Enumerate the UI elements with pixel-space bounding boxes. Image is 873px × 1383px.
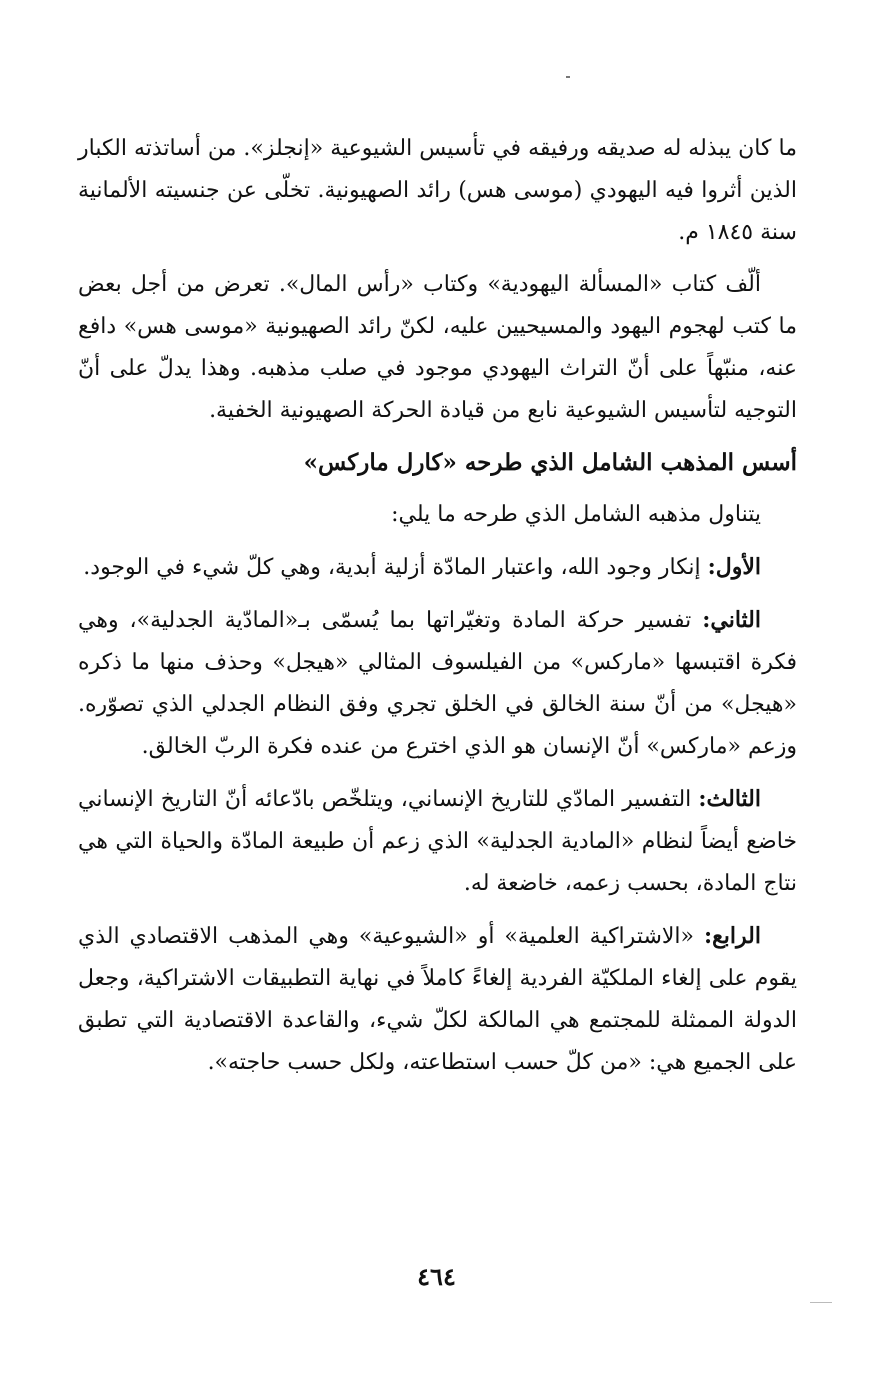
point-third [78, 778, 797, 905]
paragraph-1-text: ما كان يبذله له صديقه ورفيقه في تأسيس الشيوعية «إنجلز». من أساتذته الكبار الذين أثروا فيه اليهودي (موسى هس) رائد الصهيونية. تخلّى عن جنسيته الألمانية سنة ١٨٤٥ م. [78, 136, 797, 245]
scan-speck [566, 76, 570, 78]
intro-text: يتناول مذهبه الشامل الذي طرحه ما يلي: [391, 502, 761, 527]
point-first-text: إنكار وجود الله، واعتبار المادّة أزلية أبدية، وهي كلّ شيء في الوجود. [83, 555, 701, 580]
point-third-lead: الثالث: [698, 786, 761, 812]
point-fourth-lead: الرابع: [703, 923, 761, 949]
point-second-text: تفسير حركة المادة وتغيّراتها بما يُسمّى بـ«المادّية الجدلية»، وهي فكرة اقتبسها «ماركس» من الفيلسوف المثالي «هيجل» وحذف منها ما ذكره «هيجل» من أنّ سنة الخالق في الخلق تجري وفق النظام الجدلي الذي تصوّره. وزعم «ماركس» أنّ الإنسان هو الذي اخترع من عنده فكرة الربّ الخالق. [78, 608, 797, 759]
paragraph-2-text: ألّف كتاب «المسألة اليهودية» وكتاب «رأس المال». تعرض من أجل بعض ما كتب لهجوم اليهود والمسيحيين عليه، لكنّ رائد الصهيونية «موسى هس» دافع عنه، منبّهاً على أنّ التراث اليهودي موجود في صلب مذهبه. وهذا يدلّ على أنّ التوجيه لتأسيس الشيوعية نابع من قيادة الحركة الصهيونية الخفية. [78, 272, 797, 423]
section-heading: أسس المذهب الشامل الذي طرحه «كارل ماركس» [303, 449, 797, 476]
point-fourth [78, 915, 797, 1084]
point-fourth-text: «الاشتراكية العلمية» أو «الشيوعية» وهي المذهب الاقتصادي الذي يقوم على إلغاء الملكيّة الفردية إلغاءً كاملاً في نهاية التطبيقات الاشتراكية، وجعل الدولة الممثلة للمجتمع هي المالكة لكلّ شيء، والقاعدة الاقتصادية التي تطبق على الجميع هي: «من كلّ حسب استطاعته، ولكل حسب حاجته». [78, 924, 797, 1075]
point-second [78, 599, 797, 768]
scan-line-artifact [810, 1302, 832, 1303]
intro-paragraph [78, 494, 797, 536]
paragraph-2 [78, 264, 797, 432]
point-first [78, 546, 797, 589]
page-number: ٤٦٤ [417, 1262, 456, 1291]
paragraph-1 [78, 128, 797, 254]
point-third-text: التفسير المادّي للتاريخ الإنساني، ويتلخّص بادّعائه أنّ التاريخ الإنساني خاضع أيضاً لنظام «المادية الجدلية» الذي زعم أن طبيعة المادّة والحياة التي هي نتاج المادة، بحسب زعمه، خاضعة له. [78, 787, 797, 896]
point-second-lead: الثاني: [702, 607, 761, 633]
point-first-lead: الأول: [707, 554, 761, 580]
